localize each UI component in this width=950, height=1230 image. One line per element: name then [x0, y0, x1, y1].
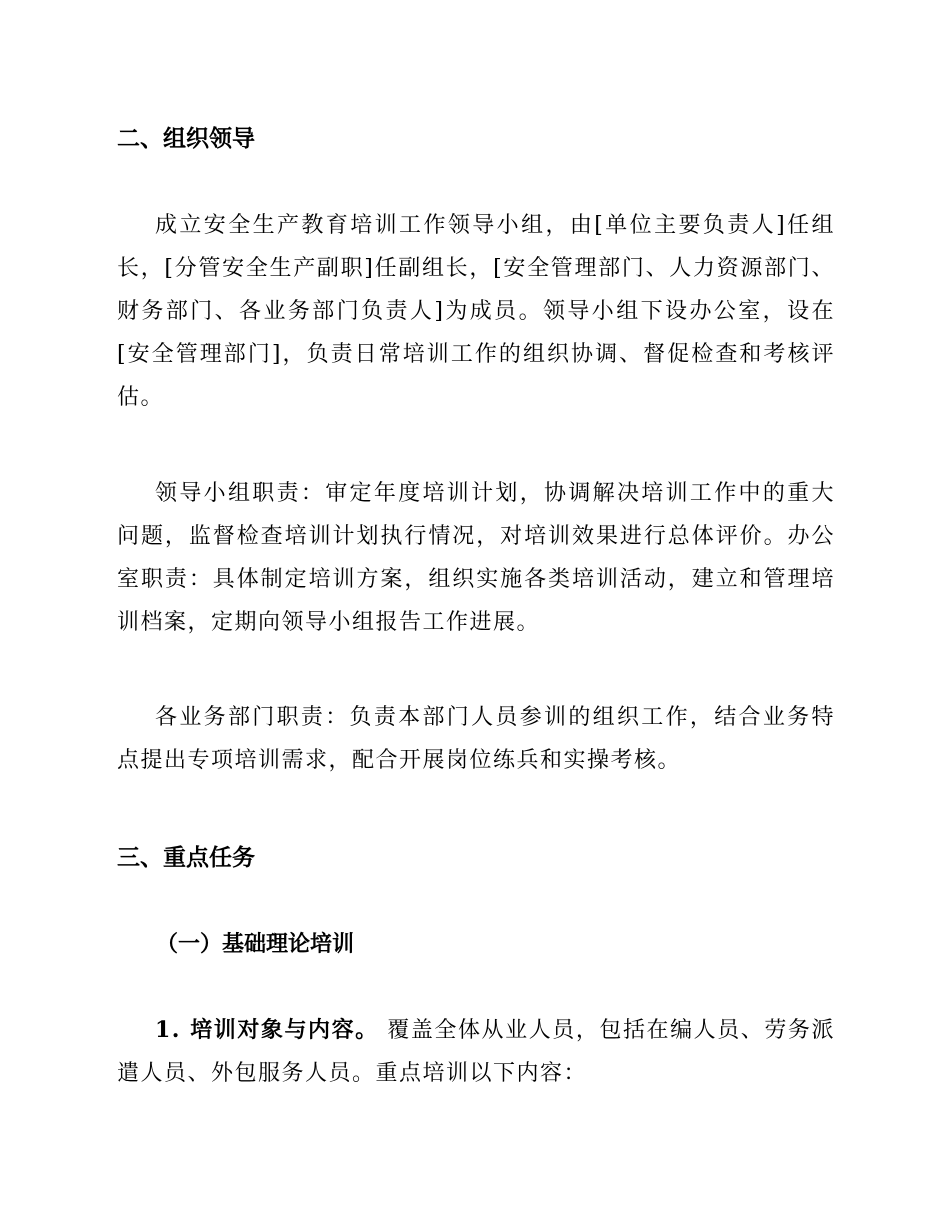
- paragraph-leading-group: 成立安全生产教育培训工作领导小组，由[单位主要负责人]任组长，[分管安全生产副职]任副组长，[安全管理部门、人力资源部门、财务部门、各业务部门负责人]为成员。领导小组下设办公室，设在[安全管理部门]，负责日常培训工作的组织协调、督促检查和考核评估。: [117, 213, 835, 410]
- section-heading-key-tasks: 三、重点任务: [117, 845, 255, 871]
- item-body-text: 覆盖全体从业人员，包括在编人员、劳务派遣人员、外包服务人员。重点培训以下内容：: [117, 1018, 835, 1086]
- paragraph-department-duties: 各业务部门职责：负责本部门人员参训的组织工作，结合业务特点提出专项培训需求，配合开展岗位练兵和实操考核。: [117, 705, 835, 773]
- section-heading-organization: 二、组织领导: [117, 126, 255, 152]
- paragraph-group-duties: 领导小组职责：审定年度培训计划，协调解决培训工作中的重大问题，监督检查培训计划执行情况，对培训效果进行总体评价。办公室职责：具体制定培训方案，组织实施各类培训活动，建立和管理培训档案，定期向领导小组报告工作进展。: [117, 481, 835, 635]
- item-lead-label: 1. 培训对象与内容。: [155, 1017, 379, 1043]
- subsection-heading-basic-training: （一）基础理论培训: [156, 931, 355, 957]
- paragraph-training-targets: [117, 1009, 835, 1095]
